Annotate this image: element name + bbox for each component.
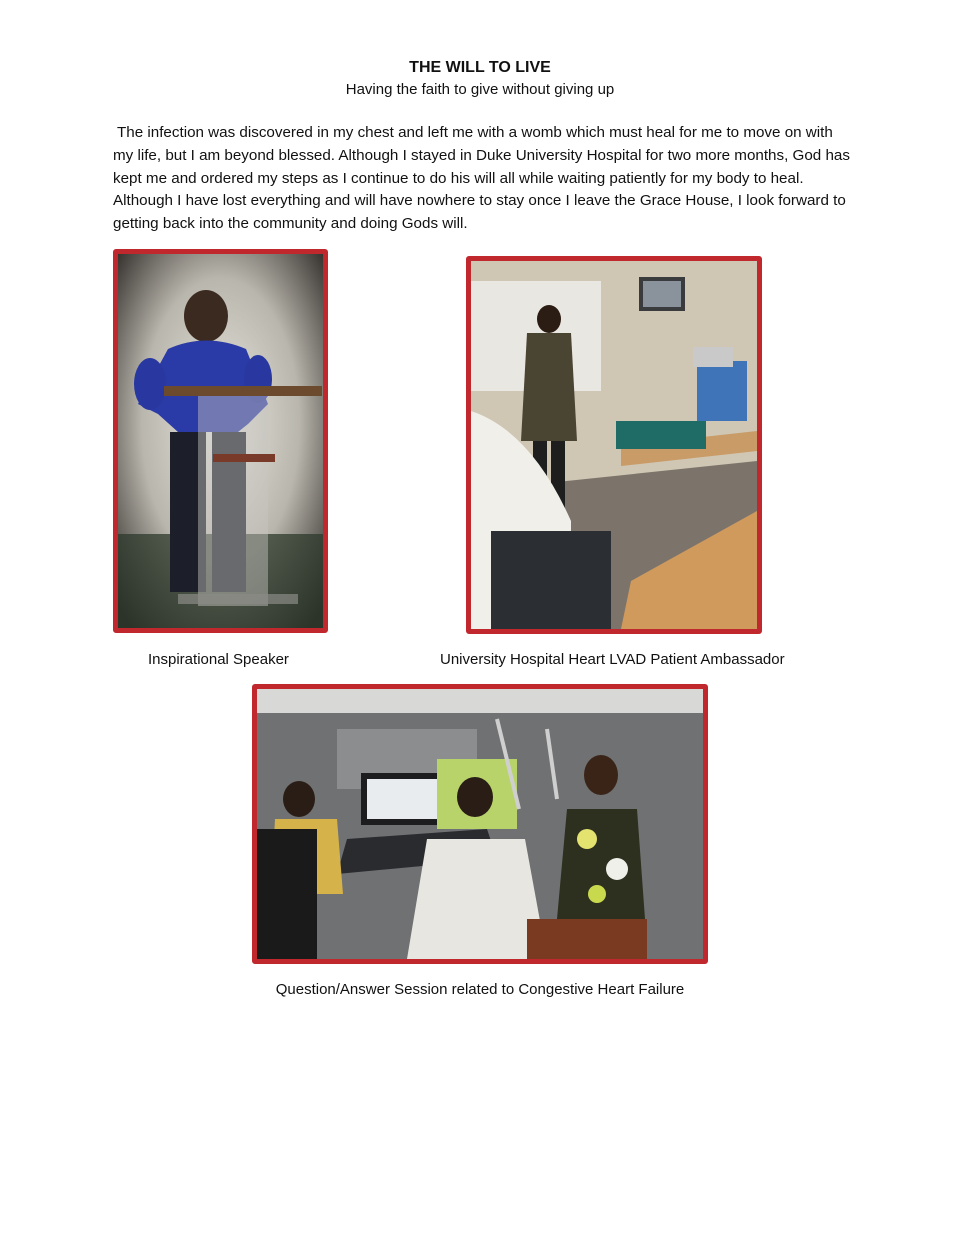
body-paragraph: The infection was discovered in my chest and left me with a womb which must heal for me to move on with my life, but I am beyond blessed. Although I stayed in Duke University Hospital for two more months, God has kept me and ordered my steps as I continue to do his will all while waiting patiently for my body to heal. Although I have lost everything and will have nowhere to stay once I leave the Grace House, I look forward to getting back into the community and doing Gods will. (113, 124, 850, 233)
caption-patient-ambassador: University Hospital Heart LVAD Patient Ambassador (440, 651, 785, 668)
photo-patient-ambassador (466, 256, 762, 634)
photo-inspirational-speaker (113, 249, 328, 633)
document-subtitle: Having the faith to give without giving up (345, 81, 615, 98)
radio-studio-illustration (257, 689, 703, 959)
photo-question-answer-session (252, 684, 708, 964)
document-title: THE WILL TO LIVE (409, 59, 551, 76)
speaker-podium-illustration (118, 254, 323, 628)
classroom-speaker-illustration (471, 261, 757, 629)
caption-question-answer-session: Question/Answer Session related to Congestive Heart Failure (275, 981, 685, 998)
caption-inspirational-speaker: Inspirational Speaker (148, 651, 289, 668)
